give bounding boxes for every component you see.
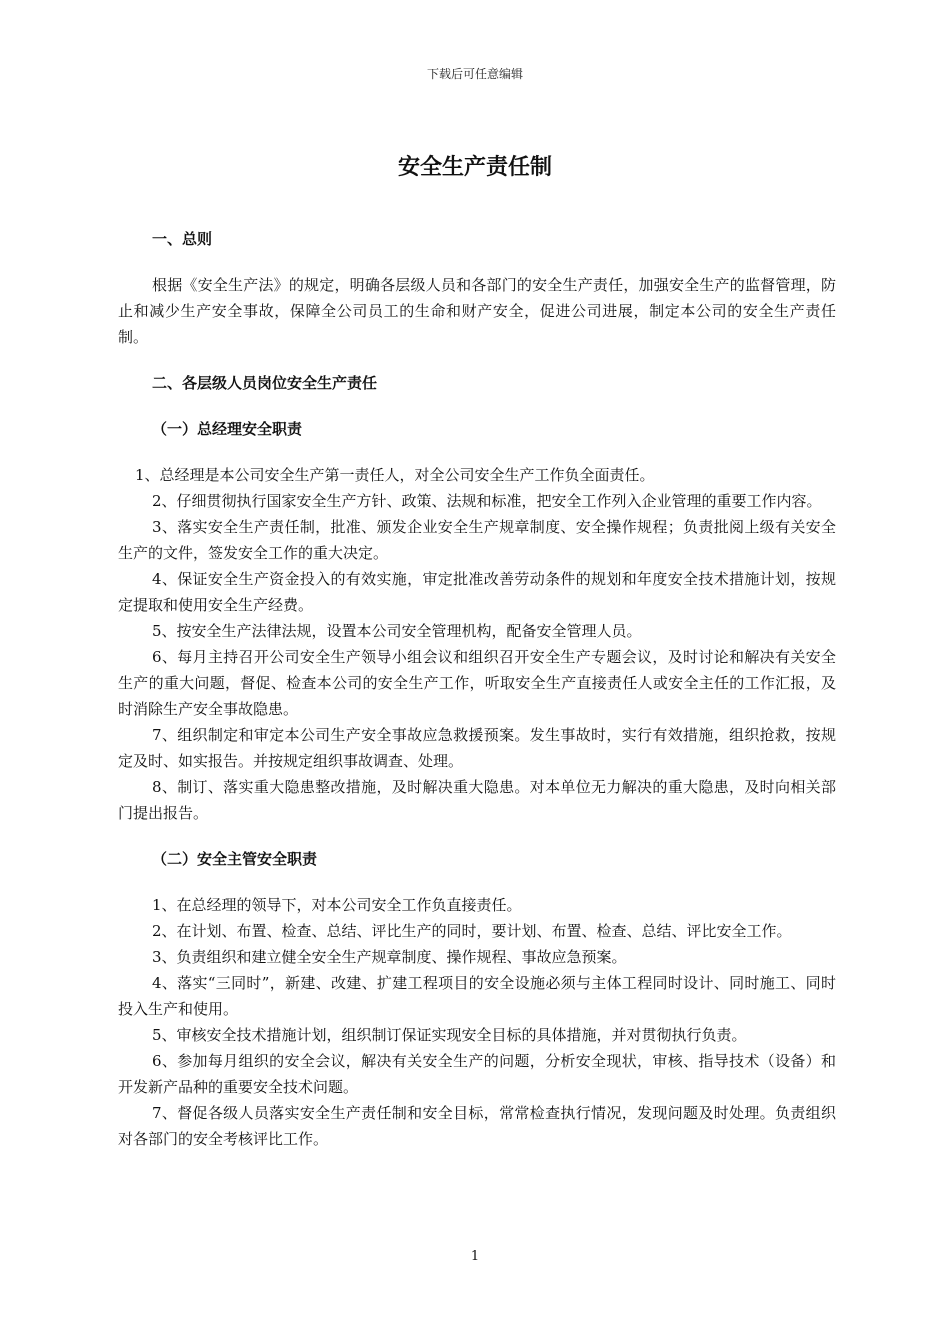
supervisor-item: 4、落实“三同时”，新建、改建、扩建工程项目的安全设施必须与主体工程同时设计、同时施工、同时投入生产和使用。 — [118, 974, 836, 1018]
supervisor-item: 6、参加每月组织的安全会议，解决有关安全生产的问题，分析安全现状，审核、指导技术（设备）和开发新产品种的重要安全技术问题。 — [118, 1052, 836, 1096]
supervisor-item: 3、负责组织和建立健全安全生产规章制度、操作规程、事故应急预案。 — [152, 948, 627, 966]
general-paragraph: 根据《安全生产法》的规定，明确各层级人员和各部门的安全生产责任，加强安全生产的监督管理，防止和减少生产安全事故，保障全公司员工的生命和财产安全，促进公司进展，制定本公司的安全生产责任制。 — [118, 276, 836, 346]
subsection-heading-gm: （一）总经理安全职责 — [152, 420, 303, 438]
subsection-heading-supervisor: （二）安全主管安全职责 — [152, 850, 318, 868]
gm-item: 7、组织制定和审定本公司生产安全事故应急救援预案。发生事故时，实行有效措施，组织抢救，按规定及时、如实报告。并按规定组织事故调查、处理。 — [118, 726, 836, 770]
gm-item: 6、每月主持召开公司安全生产领导小组会议和组织召开安全生产专题会议，及时讨论和解决有关安全生产的重大问题，督促、检查本公司的安全生产工作，听取安全生产直接责任人或安全主任的工作汇报，及时消除生产安全事故隐患。 — [118, 648, 836, 718]
supervisor-item: 5、审核安全技术措施计划，组织制订保证实现安全目标的具体措施，并对贯彻执行负责。 — [152, 1026, 747, 1044]
gm-item: 4、保证安全生产资金投入的有效实施，审定批准改善劳动条件的规划和年度安全技术措施计划，按规定提取和使用安全生产经费。 — [118, 570, 836, 614]
gm-item: 8、制订、落实重大隐患整改措施，及时解决重大隐患。对本单位无力解决的重大隐患，及时向相关部门提出报告。 — [118, 778, 836, 822]
page-header: 下载后可任意编辑 — [426, 67, 523, 81]
supervisor-item: 1、在总经理的领导下，对本公司安全工作负直接责任。 — [152, 896, 522, 914]
supervisor-item: 7、督促各级人员落实安全生产责任制和安全目标，常常检查执行情况，发现问题及时处理。负责组织对各部门的安全考核评比工作。 — [118, 1104, 836, 1148]
section-heading-general: 一、总则 — [152, 230, 213, 248]
gm-item: 3、落实安全生产责任制，批准、颁发企业安全生产规章制度、安全操作规程；负责批阅上级有关安全生产的文件，签发安全工作的重大决定。 — [118, 518, 836, 562]
supervisor-item: 2、在计划、布置、检查、总结、评比生产的同时，要计划、布置、检查、总结、评比安全工作。 — [152, 922, 792, 940]
page-number: 1 — [470, 1249, 480, 1264]
section-heading-responsibilities: 二、各层级人员岗位安全生产责任 — [152, 374, 378, 392]
gm-item: 5、按安全生产法律法规，设置本公司安全管理机构，配备安全管理人员。 — [152, 622, 642, 640]
document-body — [118, 226, 836, 1152]
document-title: 安全生产责任制 — [397, 155, 552, 180]
gm-item: 2、仔细贯彻执行国家安全生产方针、政策、法规和标准，把安全工作列入企业管理的重要工作内容。 — [152, 492, 822, 510]
gm-item: 1、总经理是本公司安全生产第一责任人，对全公司安全生产工作负全面责任。 — [135, 466, 655, 484]
